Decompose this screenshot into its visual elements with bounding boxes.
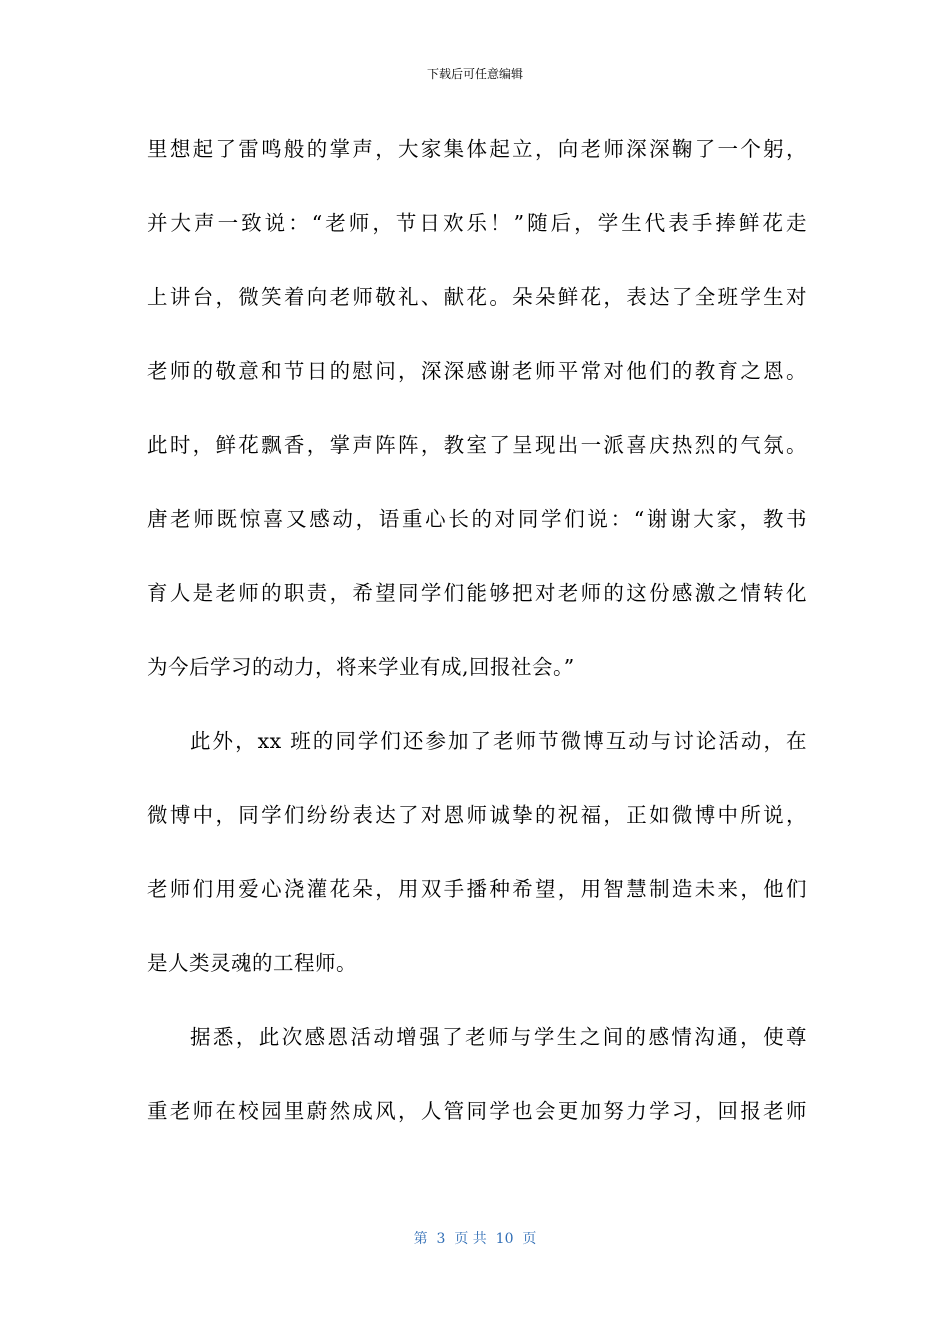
paragraph-line: 微博中，同学们纷纷表达了对恩师诚挚的祝福，正如微博中所说， (147, 803, 807, 827)
paragraph-line: 唐老师既惊喜又感动，语重心长的对同学们说：“谢谢大家，教书 (147, 507, 807, 531)
paragraph-line: 老师的敬意和节日的慰问，深深感谢老师平常对他们的教育之恩。 (147, 359, 807, 383)
paragraph-line: 上讲台，微笑着向老师敬礼、献花。朵朵鲜花，表达了全班学生对 (147, 285, 807, 309)
paragraph-line: 老师们用爱心浇灌花朵，用双手播种希望，用智慧制造未来，他们 (147, 877, 807, 901)
paragraph-line: 此外，xx 班的同学们还参加了老师节微博互动与讨论活动，在 (190, 729, 807, 753)
document-body (147, 123, 807, 1159)
page-footer (0, 1229, 950, 1249)
paragraph-line: 重老师在校园里蔚然成风，人管同学也会更加努力学习，回报老师 (147, 1099, 807, 1123)
paragraph-line: 此时，鲜花飘香，掌声阵阵，教室了呈现出一派喜庆热烈的气氛。 (147, 433, 807, 457)
paragraph-line: 是人类灵魂的工程师。 (147, 951, 357, 975)
paragraph-line: 育人是老师的职责，希望同学们能够把对老师的这份感激之情转化 (147, 581, 807, 605)
paragraph-line: 据悉，此次感恩活动增强了老师与学生之间的感情沟通，使尊 (190, 1025, 807, 1049)
page-header: 下载后可任意编辑 (426, 67, 523, 81)
paragraph-line: 为今后学习的动力，将来学业有成,回报社会。” (147, 655, 575, 679)
paragraph-line: 里想起了雷鸣般的掌声，大家集体起立，向老师深深鞠了一个躬， (147, 137, 807, 161)
page-number: 第 3 页 共 10 页 (413, 1231, 537, 1247)
paragraph-line: 并大声一致说：“老师，节日欢乐！”随后，学生代表手捧鲜花走 (147, 211, 807, 235)
